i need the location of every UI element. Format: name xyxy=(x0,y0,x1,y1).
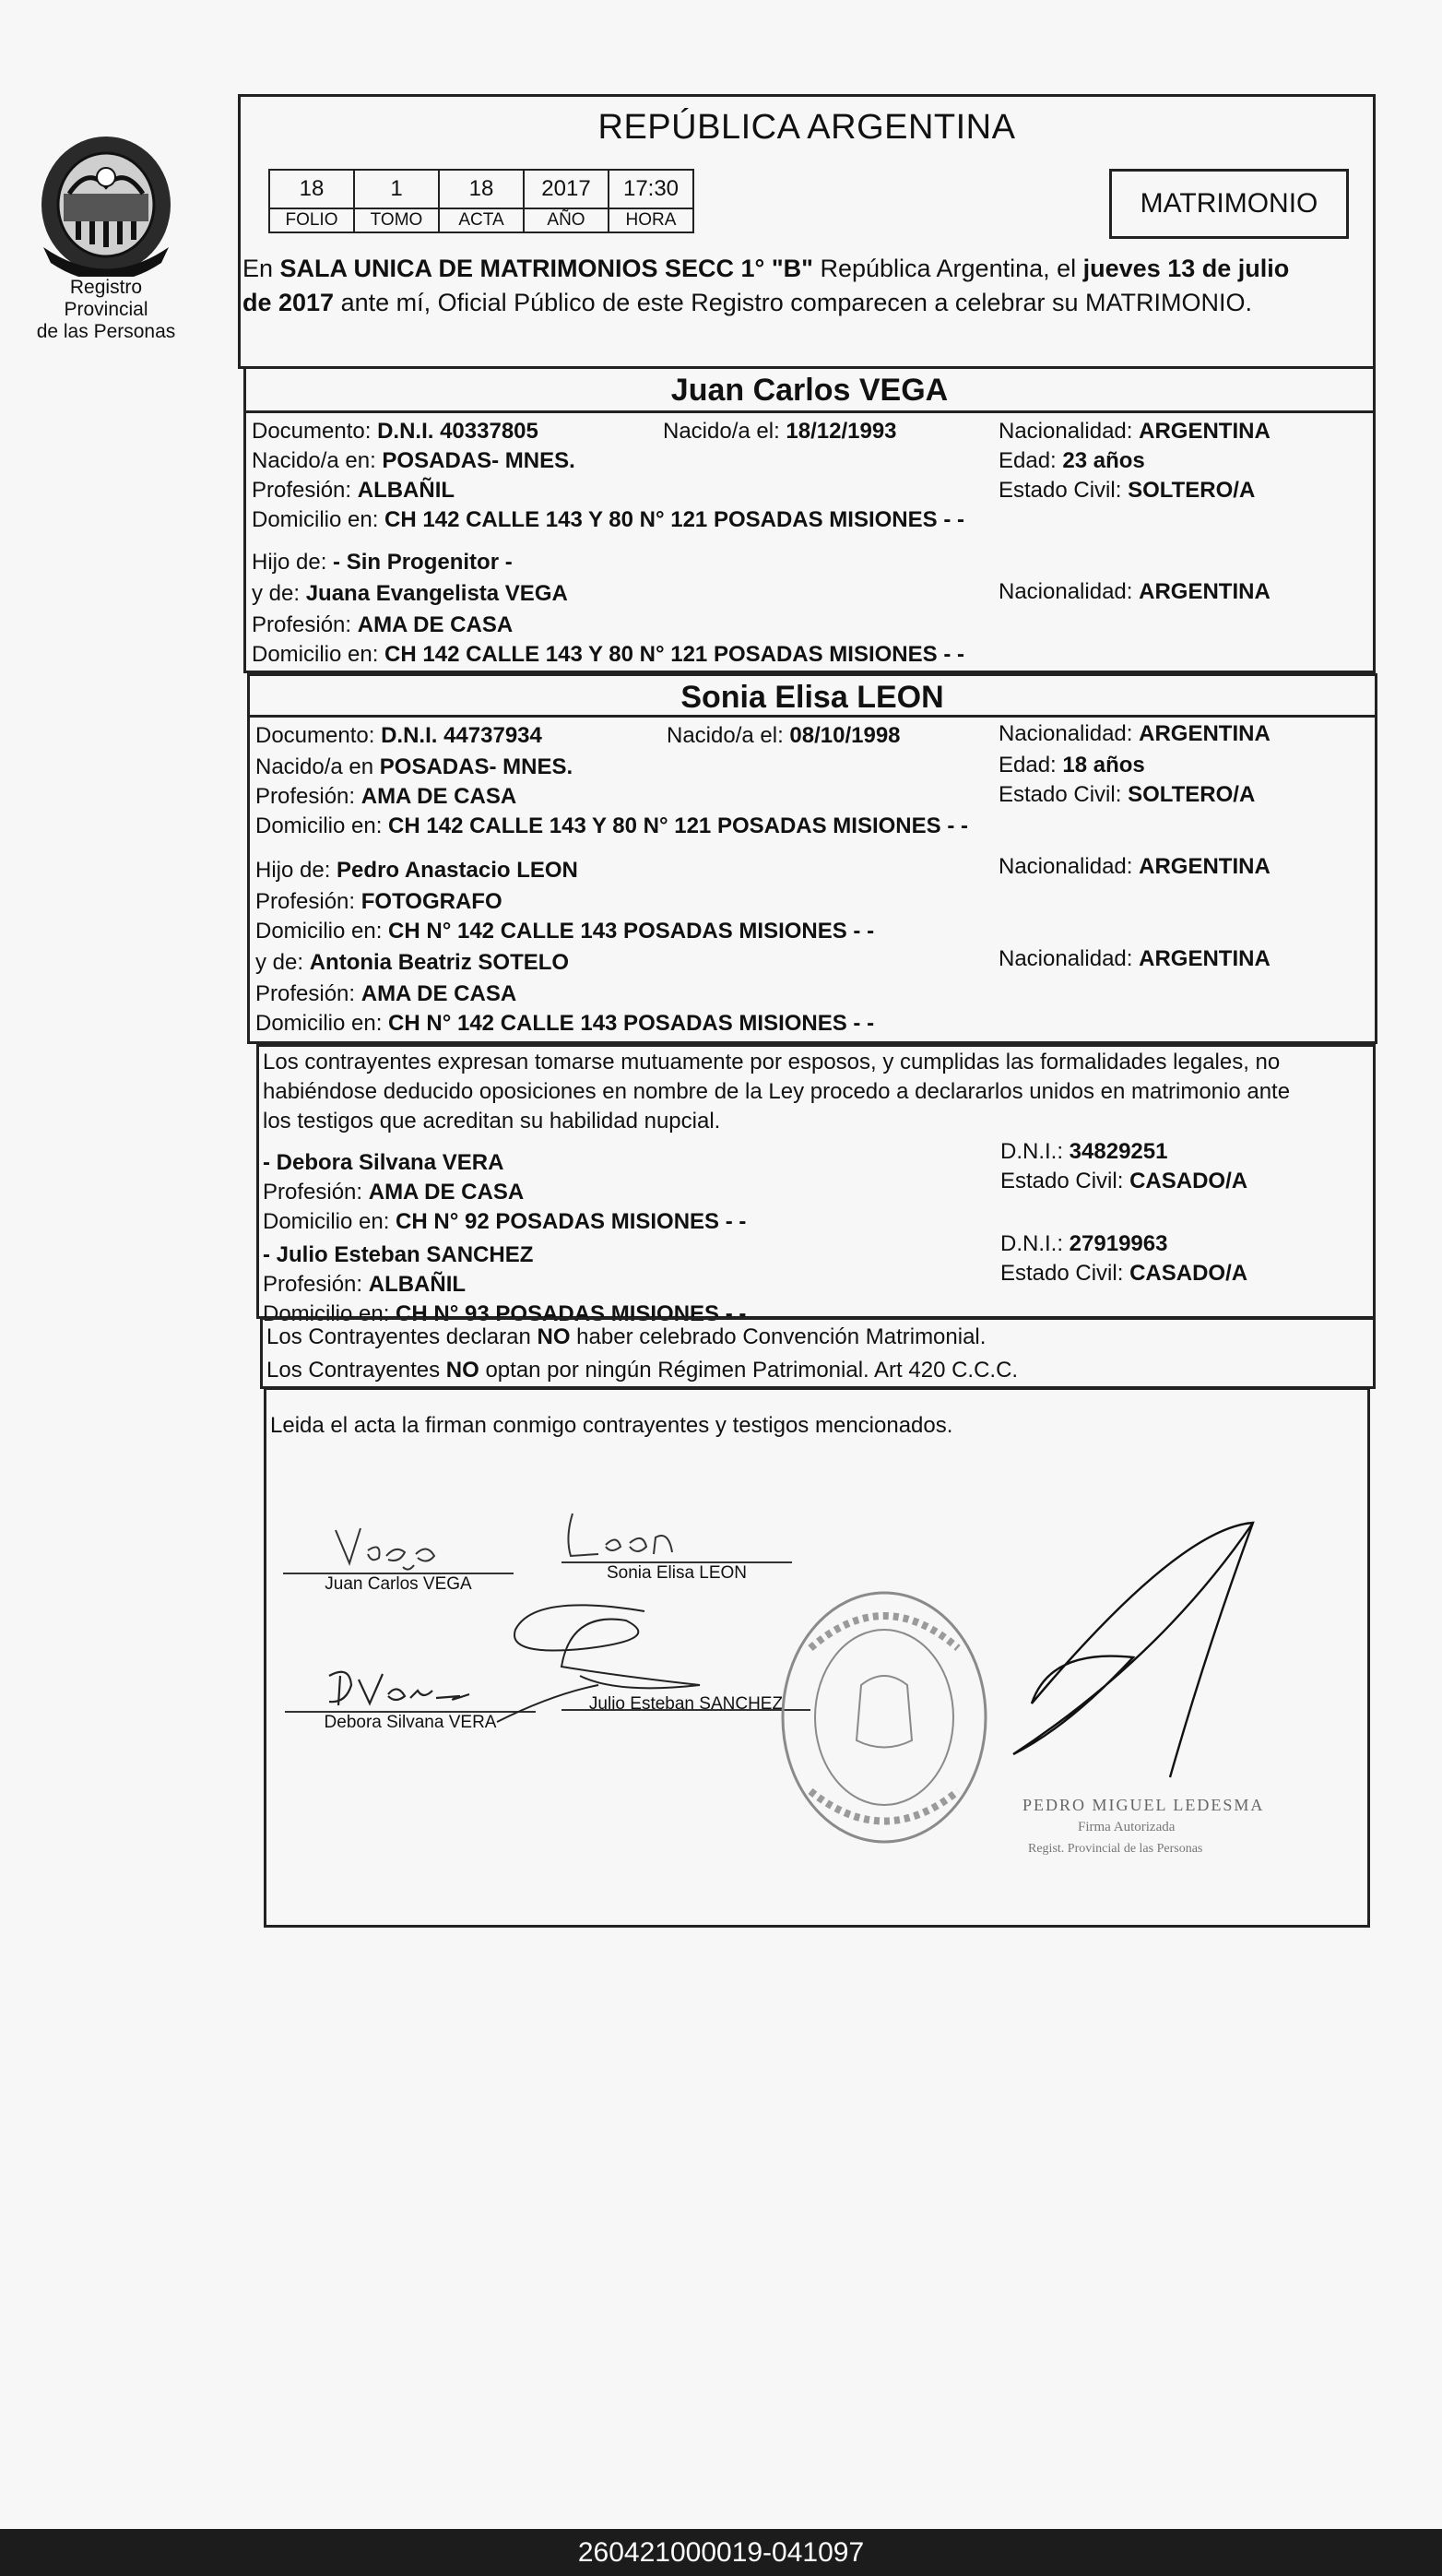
ano-label: AÑO xyxy=(524,208,609,232)
bride-birthplace xyxy=(255,754,573,780)
field-value: AMA DE CASA xyxy=(360,981,517,1006)
field-value: 23 años xyxy=(1062,448,1145,473)
groom-document xyxy=(252,419,538,445)
declaration-line-2: habiéndose deducido oposiciones en nombre de la Ley procedo a declararlos unidos en matrimonio ante xyxy=(263,1079,1291,1104)
field-value: 18 años xyxy=(1062,753,1145,778)
witness1-civil-status xyxy=(1000,1169,1247,1194)
field-label: Nacido/a el: xyxy=(667,723,790,748)
registry-logo xyxy=(28,129,184,343)
registry-name-line2: de las Personas xyxy=(36,321,176,342)
field-value: 34829251 xyxy=(1069,1139,1168,1164)
conventions-section xyxy=(260,1317,1376,1389)
field-label: Hijo de: xyxy=(255,858,337,883)
field-value: D.N.I. 44737934 xyxy=(381,723,542,748)
act-type-box: MATRIMONIO xyxy=(1109,169,1349,239)
document-barcode-number: 260421000019-041097 xyxy=(0,2529,1442,2576)
field-value: ALBAÑIL xyxy=(357,478,455,503)
groom-name: Juan Carlos VEGA xyxy=(246,369,1373,413)
tomo-value: 1 xyxy=(354,170,439,208)
field-label: y de: xyxy=(255,950,310,975)
field-label: Documento: xyxy=(255,723,382,748)
bride-mother-address xyxy=(255,1011,874,1037)
field-label: Nacionalidad: xyxy=(999,854,1140,879)
hora-value: 17:30 xyxy=(609,170,693,208)
hora-label: HORA xyxy=(609,208,693,232)
field-value: CASADO/A xyxy=(1129,1261,1248,1286)
bride-mother-nationality xyxy=(999,946,1271,972)
bride-signature-label: Sonia Elisa LEON xyxy=(606,1563,748,1583)
bride-father xyxy=(255,858,578,884)
witness2-name xyxy=(263,1242,533,1268)
record-table xyxy=(268,169,694,233)
field-label: Estado Civil: xyxy=(999,478,1129,503)
intro-text: República Argentina, el xyxy=(812,255,1083,282)
bride-father-nationality xyxy=(999,854,1271,880)
field-label: Domicilio en: xyxy=(263,1209,396,1234)
field-label: Edad: xyxy=(999,753,1063,778)
folio-label: FOLIO xyxy=(269,208,354,232)
groom-mother-address xyxy=(252,642,964,668)
field-value: Pedro Anastacio LEON xyxy=(337,858,578,883)
field-value: SOLTERO/A xyxy=(1128,478,1256,503)
field-value: ARGENTINA xyxy=(1139,721,1271,746)
intro-text: En xyxy=(242,255,280,282)
field-label: Nacionalidad: xyxy=(999,419,1140,444)
acta-value: 18 xyxy=(439,170,524,208)
field-value: 08/10/1998 xyxy=(789,723,901,748)
officer-stamp-org: Regist. Provincial de las Personas xyxy=(1028,1842,1203,1856)
bride-profession xyxy=(255,784,516,810)
field-label: Profesión: xyxy=(255,981,361,1006)
acta-label: ACTA xyxy=(439,208,524,232)
bride-birthdate xyxy=(667,723,901,749)
witness1-profession xyxy=(263,1180,524,1205)
field-value: POSADAS- MNES. xyxy=(379,754,573,779)
regime-text: optan por ningún Régimen Patrimonial. Art 420 C.C.C. xyxy=(479,1358,1019,1383)
regime-text: Los Contrayentes xyxy=(266,1358,446,1383)
closing-text: Leida el acta la firman conmigo contrayentes y testigos mencionados. xyxy=(270,1413,953,1438)
witness2-dni xyxy=(1000,1231,1167,1257)
groom-civil-status xyxy=(999,478,1255,504)
field-label: D.N.I.: xyxy=(1000,1231,1070,1256)
field-label: Estado Civil: xyxy=(1000,1169,1130,1193)
witness1-dni xyxy=(1000,1139,1167,1165)
field-value: CH 142 CALLE 143 Y 80 N° 121 POSADAS MISIONES - - xyxy=(388,813,968,838)
field-value: - Julio Esteban SANCHEZ xyxy=(263,1242,534,1267)
province-seal-icon xyxy=(32,129,180,277)
groom-nationality xyxy=(999,419,1271,445)
signatures-section xyxy=(264,1387,1370,1928)
official-seal-icon xyxy=(774,1584,995,1851)
groom-signature-icon xyxy=(331,1519,469,1574)
field-label: Domicilio en: xyxy=(263,1301,396,1326)
field-value: CH N° 92 POSADAS MISIONES - - xyxy=(396,1209,747,1234)
field-value: ARGENTINA xyxy=(1139,579,1271,604)
field-value: CH N° 93 POSADAS MISIONES - - xyxy=(396,1301,747,1326)
field-label: Edad: xyxy=(999,448,1063,473)
registry-name-line1: Registro Provincial xyxy=(64,277,148,320)
groom-birthplace xyxy=(252,448,575,474)
field-value: Antonia Beatriz SOTELO xyxy=(309,950,570,975)
field-label: Profesión: xyxy=(263,1272,369,1297)
field-label: Domicilio en: xyxy=(255,919,389,944)
field-label: Profesión: xyxy=(252,612,358,637)
bride-signature-icon xyxy=(561,1510,700,1565)
regime-no: NO xyxy=(445,1358,479,1383)
field-label: Profesión: xyxy=(263,1180,369,1205)
declaration-line-1: Los contrayentes expresan tomarse mutuamente por esposos, y cumplidas las formalidades legales, no xyxy=(263,1050,1281,1074)
field-value: CH 142 CALLE 143 Y 80 N° 121 POSADAS MISIONES - - xyxy=(384,507,964,532)
field-label: D.N.I.: xyxy=(1000,1139,1070,1164)
field-label: Nacionalidad: xyxy=(999,721,1140,746)
officer-signature-icon xyxy=(995,1519,1271,1796)
intro-date: jueves 13 de julio xyxy=(1082,255,1290,282)
field-value: ALBAÑIL xyxy=(368,1272,467,1297)
groom-section xyxy=(243,369,1376,673)
field-label: Nacionalidad: xyxy=(999,579,1140,604)
field-value: FOTOGRAFO xyxy=(360,889,502,914)
field-label: Hijo de: xyxy=(252,550,334,575)
tomo-label: TOMO xyxy=(354,208,439,232)
groom-signature-label: Juan Carlos VEGA xyxy=(325,1574,472,1594)
field-label: Profesión: xyxy=(255,889,361,914)
bride-section xyxy=(247,673,1377,1044)
field-label: Domicilio en: xyxy=(255,1011,389,1036)
field-label: Domicilio en: xyxy=(252,507,385,532)
bride-address xyxy=(255,813,968,839)
groom-mother-profession xyxy=(252,612,513,638)
field-value: POSADAS- MNES. xyxy=(382,448,575,473)
convention-text: haber celebrado Convención Matrimonial. xyxy=(570,1324,987,1349)
bride-age xyxy=(999,753,1145,778)
field-label: y de: xyxy=(252,581,306,606)
field-value: 18/12/1993 xyxy=(786,419,897,444)
field-value: AMA DE CASA xyxy=(368,1180,525,1205)
witness1-name xyxy=(263,1150,503,1176)
page-title: REPÚBLICA ARGENTINA xyxy=(597,108,1016,147)
witness2-signature-label: Julio Esteban SANCHEZ xyxy=(588,1694,784,1714)
field-value: CH N° 142 CALLE 143 POSADAS MISIONES - - xyxy=(388,919,875,944)
field-value: Juana Evangelista VEGA xyxy=(305,581,568,606)
header-box xyxy=(238,94,1376,369)
field-value: AMA DE CASA xyxy=(357,612,514,637)
field-label: Profesión: xyxy=(252,478,358,503)
bride-father-address xyxy=(255,919,874,944)
field-label: Nacido/a el: xyxy=(663,419,786,444)
bride-civil-status xyxy=(999,782,1255,808)
intro-paragraph xyxy=(242,252,1373,320)
witness2-profession xyxy=(263,1272,466,1298)
groom-mother xyxy=(252,581,568,607)
intro-place: SALA UNICA DE MATRIMONIOS SECC 1° "B" xyxy=(279,255,813,282)
convention-text: Los Contrayentes declaran xyxy=(266,1324,538,1349)
officer-stamp-role: Firma Autorizada xyxy=(1078,1820,1176,1834)
bride-document xyxy=(255,723,542,749)
bride-father-profession xyxy=(255,889,502,915)
groom-address xyxy=(252,507,964,533)
field-label: Nacido/a en: xyxy=(252,448,383,473)
field-value: - Sin Progenitor - xyxy=(333,550,513,575)
groom-birthdate xyxy=(663,419,897,445)
groom-mother-nationality xyxy=(999,579,1271,605)
regime-statement xyxy=(266,1355,1018,1386)
declaration-section xyxy=(256,1044,1376,1326)
convention-no: NO xyxy=(537,1324,571,1349)
field-label: Estado Civil: xyxy=(1000,1261,1130,1286)
field-value: SOLTERO/A xyxy=(1128,782,1256,807)
folio-value: 18 xyxy=(269,170,354,208)
field-label: Domicilio en: xyxy=(255,813,389,838)
witness1-signature-icon xyxy=(322,1657,488,1713)
bride-mother-profession xyxy=(255,981,516,1007)
field-label: Domicilio en: xyxy=(252,642,385,667)
field-value: 27919963 xyxy=(1069,1231,1168,1256)
intro-text: ante mí, Oficial Público de este Registro comparecen a celebrar su MATRIMONIO. xyxy=(334,289,1252,316)
field-value: ARGENTINA xyxy=(1139,946,1271,971)
field-value: ARGENTINA xyxy=(1139,854,1271,879)
groom-profession xyxy=(252,478,455,504)
bride-mother xyxy=(255,950,569,976)
officer-stamp-name: PEDRO MIGUEL LEDESMA xyxy=(1022,1796,1265,1814)
bride-name: Sonia Elisa LEON xyxy=(250,673,1375,718)
field-label: Documento: xyxy=(252,419,378,444)
field-value: CH N° 142 CALLE 143 POSADAS MISIONES - - xyxy=(388,1011,875,1036)
witness1-address xyxy=(263,1209,746,1235)
witness2-civil-status xyxy=(1000,1261,1247,1287)
field-label: Nacido/a en xyxy=(255,754,380,779)
field-value: CASADO/A xyxy=(1129,1169,1248,1193)
field-label: Nacionalidad: xyxy=(999,946,1140,971)
field-value: ARGENTINA xyxy=(1139,419,1271,444)
bride-nationality xyxy=(999,721,1271,747)
groom-age xyxy=(999,448,1145,474)
intro-year: de 2017 xyxy=(242,289,335,316)
field-label: Estado Civil: xyxy=(999,782,1129,807)
field-value: CH 142 CALLE 143 Y 80 N° 121 POSADAS MISIONES - - xyxy=(384,642,964,667)
witness1-signature-label: Debora Silvana VERA xyxy=(324,1713,497,1732)
field-value: - Debora Silvana VERA xyxy=(263,1150,504,1175)
convention-statement xyxy=(266,1322,986,1353)
field-label: Profesión: xyxy=(255,784,361,809)
field-value: AMA DE CASA xyxy=(360,784,517,809)
groom-father xyxy=(252,550,513,576)
field-value: D.N.I. 40337805 xyxy=(377,419,538,444)
declaration-line-3: los testigos que acreditan su habilidad nupcial. xyxy=(263,1109,721,1134)
ano-value: 2017 xyxy=(524,170,609,208)
